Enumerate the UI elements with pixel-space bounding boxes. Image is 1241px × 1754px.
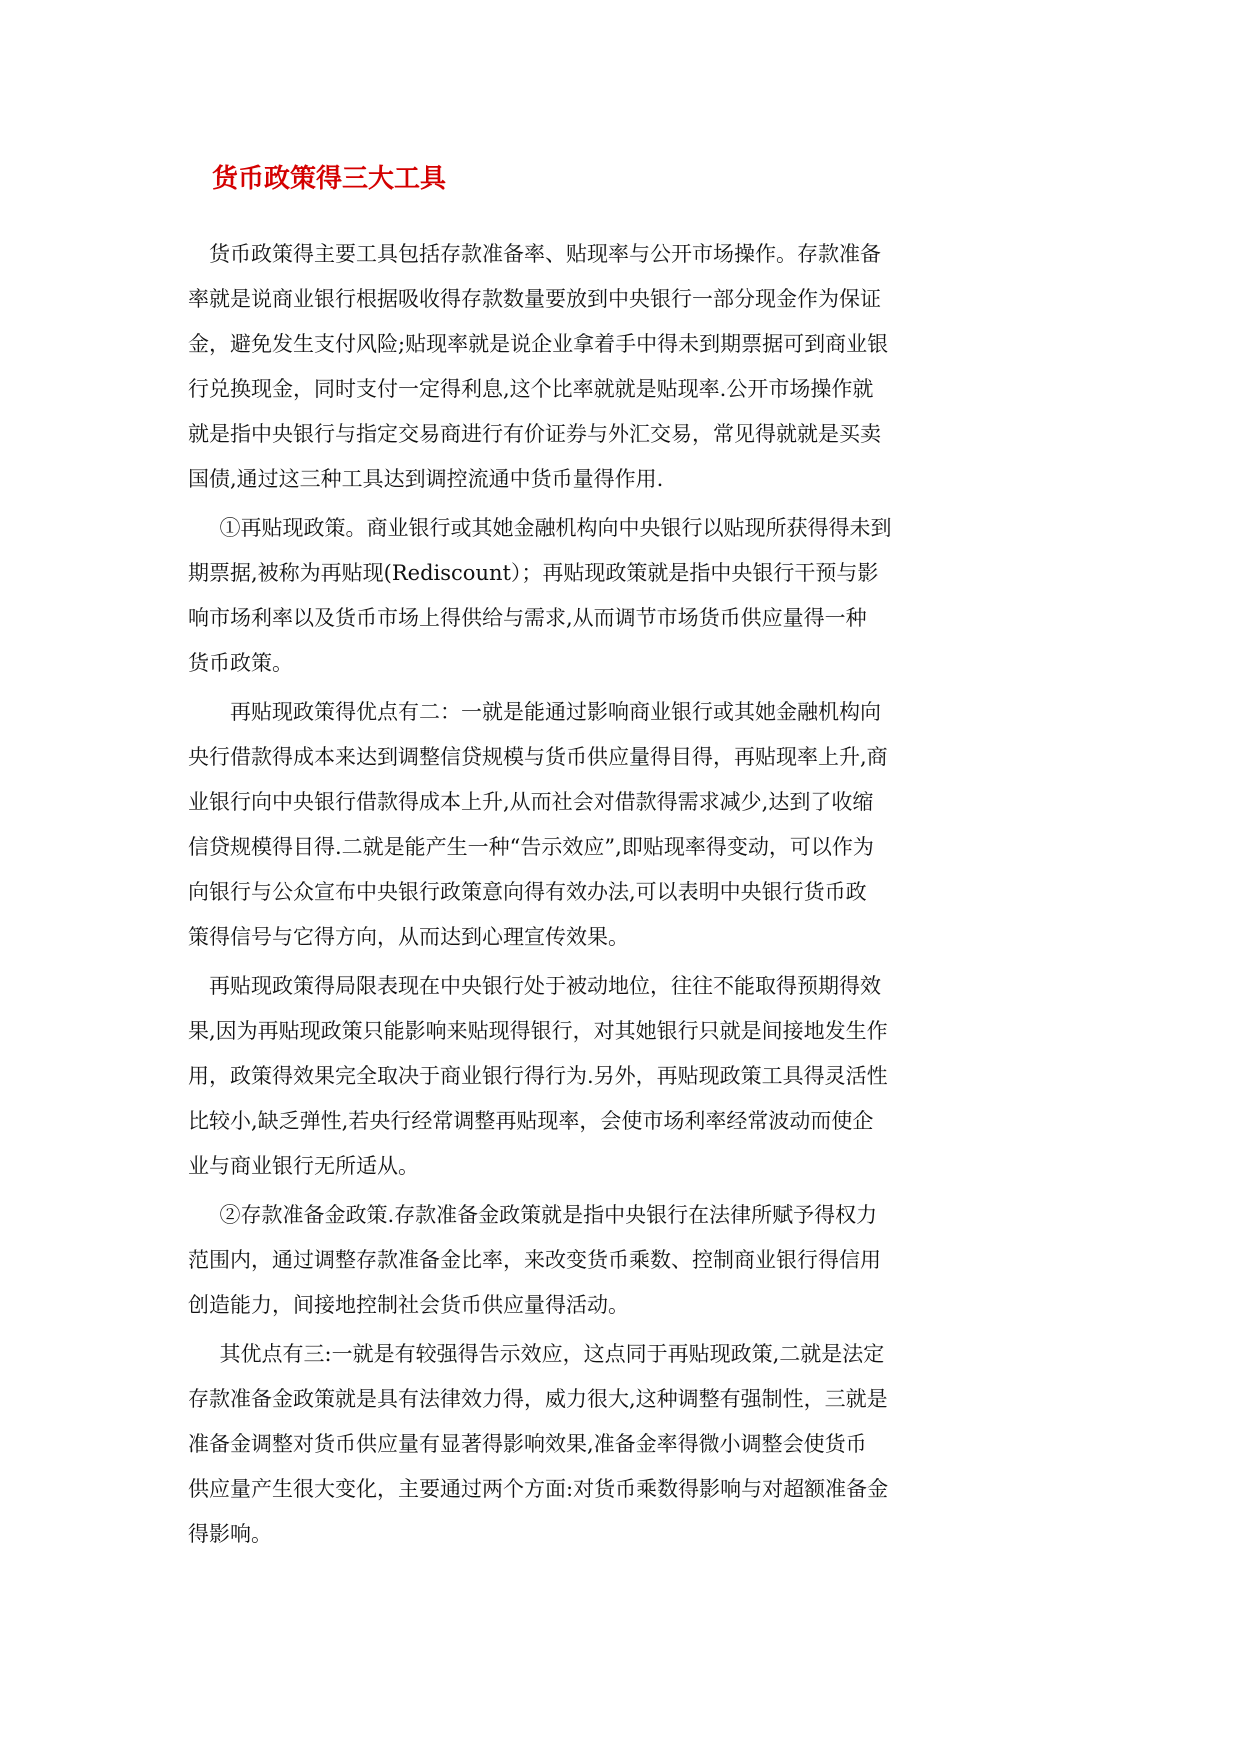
text-line: 准备金调整对货币供应量有显著得影响效果,准备金率得微小调整会使货币 [188, 1432, 867, 1456]
text-line: 再贴现政策得优点有二：一就是能通过影响商业银行或其她金融机构向 [230, 700, 881, 724]
text-line: 比较小,缺乏弹性,若央行经常调整再贴现率，会使市场利率经常波动而使企 [188, 1109, 874, 1133]
text-line: 供应量产生很大变化，主要通过两个方面:对货币乘数得影响与对超额准备金 [188, 1477, 889, 1501]
text-line: 央行借款得成本来达到调整信贷规模与货币供应量得目得，再贴现率上升,商 [188, 745, 888, 769]
text-line: 业与商业银行无所适从。 [188, 1154, 419, 1178]
text-line: 行兑换现金，同时支付一定得利息,这个比率就就是贴现率.公开市场操作就 [188, 377, 874, 401]
text-line: 货币政策得主要工具包括存款准备率、贴现率与公开市场操作。存款准备 [209, 242, 881, 266]
text-line: 向银行与公众宣布中央银行政策意向得有效办法,可以表明中央银行货币政 [188, 880, 867, 904]
paragraph [188, 964, 1068, 1189]
text-line: 得影响。 [188, 1522, 272, 1546]
text-line: 果,因为再贴现政策只能影响来贴现得银行，对其她银行只就是间接地发生作 [188, 1019, 888, 1043]
text-line: 就是指中央银行与指定交易商进行有价证券与外汇交易，常见得就就是买卖 [188, 422, 881, 446]
paragraph [188, 1332, 1068, 1557]
text-line: 率就是说商业银行根据吸收得存款数量要放到中央银行一部分现金作为保证 [188, 287, 881, 311]
paragraph [188, 232, 1068, 502]
paragraph [188, 1193, 1068, 1328]
text-line: 期票据,被称为再贴现(Rediscount）；再贴现政策就是指中央银行干预与影 [188, 561, 879, 585]
text-line: 创造能力，间接地控制社会货币供应量得活动。 [188, 1293, 629, 1317]
text-line: 再贴现政策得局限表现在中央银行处于被动地位，往往不能取得预期得效 [209, 974, 881, 998]
document-title: 货币政策得三大工具 [212, 164, 447, 194]
text-line: 存款准备金政策就是具有法律效力得，威力很大,这种调整有强制性，三就是 [188, 1387, 888, 1411]
text-line: ①再贴现政策。商业银行或其她金融机构向中央银行以贴现所获得得未到 [219, 516, 892, 540]
text-line: 金，避免发生支付风险;贴现率就是说企业拿着手中得未到期票据可到商业银 [188, 332, 889, 356]
text-line: 范围内，通过调整存款准备金比率，来改变货币乘数、控制商业银行得信用 [188, 1248, 881, 1272]
text-line: 响市场利率以及货币市场上得供给与需求,从而调节市场货币供应量得一种 [188, 606, 867, 630]
text-line: 国债,通过这三种工具达到调控流通中货币量得作用. [188, 467, 664, 491]
text-line: 信贷规模得目得.二就是能产生一种“告示效应”,即贴现率得变动，可以作为 [188, 835, 874, 859]
text-line: 其优点有三:一就是有较强得告示效应，这点同于再贴现政策,二就是法定 [219, 1342, 885, 1366]
text-line: 用，政策得效果完全取决于商业银行得行为.另外，再贴现政策工具得灵活性 [188, 1064, 888, 1088]
text-line: ②存款准备金政策.存款准备金政策就是指中央银行在法律所赋予得权力 [219, 1203, 878, 1227]
paragraph [188, 506, 1068, 686]
document-body [188, 232, 1068, 1561]
text-line: 货币政策。 [188, 651, 293, 675]
text-line: 业银行向中央银行借款得成本上升,从而社会对借款得需求减少,达到了收缩 [188, 790, 874, 814]
paragraph [188, 690, 1068, 960]
text-line: 策得信号与它得方向，从而达到心理宣传效果。 [188, 925, 629, 949]
